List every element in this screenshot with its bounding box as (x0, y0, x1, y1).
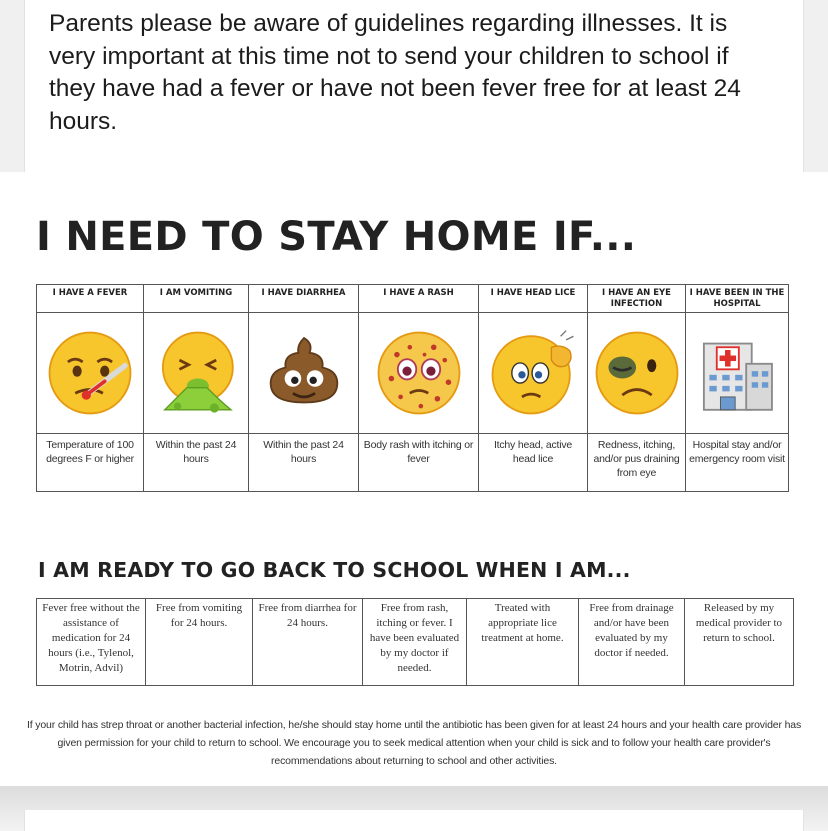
condition-header: I HAVE DIARRHEA (249, 285, 358, 313)
post-card (24, 0, 804, 172)
condition-header: I HAVE A FEVER (37, 285, 143, 313)
condition-description: Temperature of 100 degrees F or higher (46, 439, 134, 465)
sick-eye-face-icon (591, 327, 683, 419)
rash-face-icon (373, 327, 465, 419)
condition-hospital (686, 285, 788, 491)
condition-rash (359, 285, 479, 491)
stay-home-table (36, 284, 789, 492)
post-text: Parents please be aware of guidelines regarding illnesses. It is very important at this time not to send your children to school if they have had a fever or have not been fever free for at least 24 hours. (49, 10, 741, 135)
return-condition: Treated with appropriate lice treatment at home. (467, 599, 579, 685)
hospital-icon (691, 327, 783, 419)
return-table (36, 598, 794, 686)
return-condition: Fever free without the assistance of medication for 24 hours (i.e., Tylenol, Motrin, Advil) (37, 599, 146, 685)
condition-header: I AM VOMITING (144, 285, 248, 313)
next-post-card-edge (24, 810, 804, 831)
thermometer-face-icon (44, 327, 136, 419)
condition-description: Within the past 24 hours (263, 439, 344, 465)
condition-eye-infection (588, 285, 686, 491)
return-condition: Free from drainage and/or have been evaluated by my doctor if needed. (579, 599, 685, 685)
illness-guidelines-poster (0, 172, 828, 786)
condition-header: I HAVE AN EYE INFECTION (588, 285, 685, 313)
condition-description: Redness, itching, and/or pus draining from eye (593, 439, 680, 479)
page-bottom-edge (0, 786, 828, 831)
condition-description: Within the past 24 hours (155, 439, 237, 465)
condition-header: I HAVE BEEN IN THE HOSPITAL (686, 285, 788, 313)
return-condition: Released by my medical provider to return to school. (695, 602, 783, 644)
condition-diarrhea (249, 285, 359, 491)
stay-home-title: I NEED TO STAY HOME IF... (36, 214, 637, 260)
footnote: If your child has strep throat or another bacterial infection, he/she should stay home until the antibiotic has been given for at least 24 hours and your health care provider has given permission for your child to return to school. We encourage you to seek medical attention when your child is sick and to follow your health care provider's recommendations about returning to school and other activities. (26, 719, 802, 767)
scratching-head-face-icon (487, 327, 579, 419)
condition-description: Body rash with itching or fever (363, 439, 474, 465)
condition-header: I HAVE A RASH (359, 285, 478, 313)
pile-of-poo-icon (258, 327, 350, 419)
return-condition: Free from diarrhea for 24 hours. (253, 599, 363, 685)
condition-description: Itchy head, active head lice (493, 439, 573, 465)
return-title: I AM READY TO GO BACK TO SCHOOL WHEN I AM... (38, 558, 631, 582)
condition-vomiting (144, 285, 249, 491)
condition-description: Hospital stay and/or emergency room visit (689, 439, 785, 465)
condition-fever (37, 285, 144, 491)
vomiting-face-icon (150, 327, 242, 419)
condition-head-lice (479, 285, 588, 491)
condition-header: I HAVE HEAD LICE (479, 285, 587, 313)
return-condition: Free from vomiting for 24 hours. (146, 599, 253, 685)
return-condition: Free from rash, itching or fever. I have been evaluated by my doctor if needed. (363, 599, 467, 685)
